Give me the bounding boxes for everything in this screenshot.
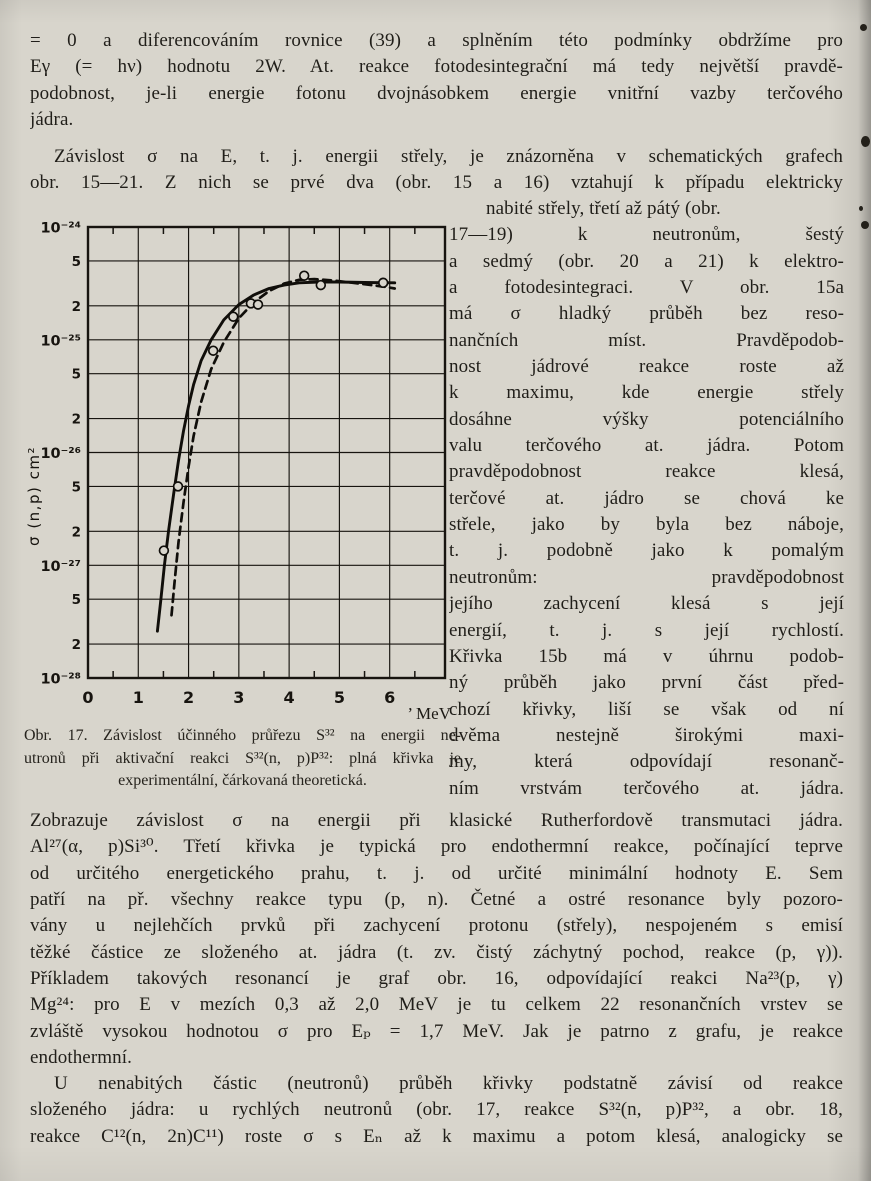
figure-caption <box>24 725 461 793</box>
y-tick-label: 10⁻²⁵ <box>40 333 81 350</box>
text-line: nost jádrové reakce roste až <box>449 356 844 378</box>
text-line: Příkladem takových resonancí je graf obr. 16, odpovídající reakci Na²³(p, γ) <box>30 968 843 990</box>
text-line: zvláště vysokou hodnotou σ pro Eₚ = 1,7 MeV. Jak je patrno z grafu, je reakce <box>30 1020 843 1042</box>
y-tick-label: 10⁻²⁶ <box>40 446 81 462</box>
text-line: dosáhne výšky potenciálního <box>449 408 844 430</box>
figure-obr-17 <box>25 218 465 723</box>
text-line: složeného jádra: u rychlých neutronů (obr. 17, reakce S³²(n, p)P³², a obr. 18, <box>30 1099 843 1121</box>
text-line: t. j. podobně jako k pomalým <box>449 540 844 562</box>
x-tick-label: 3 <box>233 688 245 707</box>
paragraph-neutrony <box>30 1071 843 1150</box>
text-line: jádra. <box>30 109 74 131</box>
text-line: U nenabitých částic (neutronů) průběh křivky podstatně závisí od reakce <box>54 1073 843 1094</box>
text-line: Eγ (= hν) hodnotu 2W. At. reakce fotodesintegrační má tedy největší pravdě- <box>30 56 843 78</box>
text-line: my, která odpovídají resonanč- <box>449 751 844 773</box>
experimental-curve <box>157 282 394 631</box>
x-tick-label: 5 <box>333 688 345 707</box>
text-line: chozí křivky, liší se však od ní <box>449 698 844 720</box>
text-line: pravděpodobnost reakce klesá, <box>449 461 844 483</box>
y-tick-label: 10⁻²⁷ <box>40 558 81 575</box>
data-point-marker <box>316 281 325 290</box>
y-tick-label: 10⁻²⁴ <box>40 220 81 237</box>
text-line: Obr. 17. Závislost účinného průřezu S³² na energii ne- <box>24 727 461 744</box>
text-line: dvěma nestejně širokými maxi- <box>449 724 844 746</box>
y-tick-label: 2 <box>71 637 81 654</box>
text-line: střele, jako by byla bez náboje, <box>449 514 844 536</box>
text-line: terčové at. jádro se chová ke <box>449 487 844 509</box>
text-line: a fotodesintegraci. V obr. 15a <box>449 277 844 299</box>
text-line: podobnost, je-li energie fotonu dvojnásobkem energie vnitřní vazby terčového <box>30 82 843 104</box>
data-point-marker <box>209 346 218 355</box>
text-line: Zobrazuje závislost σ na energii při klasické Rutherfordově transmutaci jádra. <box>30 810 843 831</box>
y-tick-label: 2 <box>71 298 81 315</box>
text-line: 17—19) k neutronům, šestý <box>449 224 844 246</box>
text-line: Křivka 15b má v úhrnu podob- <box>449 645 844 667</box>
paragraph-fotodesintegrace <box>30 28 843 133</box>
x-axis-unit-label: ’ MeV <box>407 704 451 723</box>
y-tick-label: 2 <box>71 524 81 541</box>
text-line: patří na př. všechny reakce typu (p, n). Četné a ostré resonance byly pozoro- <box>30 889 843 911</box>
text-line: má σ hladký průběh bez reso- <box>449 303 844 325</box>
scan-speck <box>861 221 869 229</box>
y-tick-label: 2 <box>71 411 81 428</box>
text-line: k maximu, kde energie střely <box>449 382 844 404</box>
text-line: nančních míst. Pravděpodob- <box>449 329 844 351</box>
text-line: valu terčového at. jádra. Potom <box>449 435 844 457</box>
text-line: těžké částice ze složeného at. jádra (t. zv. čistý záchytný pochod, reakce (p, γ)). <box>30 941 843 963</box>
text-line: jejího zachycení klesá s její <box>449 593 844 615</box>
text-line: a sedmý (obr. 20 a 21) k elektro- <box>449 250 844 272</box>
text-line: obr. 15—21. Z nich se prvé dva (obr. 15 a 16) vztahují k případu elektricky <box>30 172 843 194</box>
x-tick-label: 0 <box>82 688 94 707</box>
y-tick-label: 10⁻²⁸ <box>40 671 81 688</box>
scan-speck <box>859 206 863 211</box>
cross-section-chart <box>25 218 465 723</box>
text-line: endothermní. <box>30 1047 132 1069</box>
text-line: reakce C¹²(n, 2n)C¹¹) roste σ s Eₙ až k maximu a potom klesá, analogicky se <box>30 1125 843 1147</box>
scan-speck <box>861 136 870 147</box>
text-line: Mg²⁴: pro E v mezích 0,3 až 2,0 MeV je tu celkem 22 resonančních vrstev se <box>30 994 843 1016</box>
text-line: vány u nejlehčích prvků při zachycení protonu (střely), nespojeném s emisí <box>30 915 843 937</box>
data-point-marker <box>229 312 238 321</box>
y-tick-label: 5 <box>71 366 81 383</box>
y-tick-label: 5 <box>71 479 81 496</box>
x-tick-label: 4 <box>283 688 295 707</box>
text-line: energií, t. j. s její rychlostí. <box>449 619 844 641</box>
x-tick-label: 1 <box>132 688 144 707</box>
text-line: nabité střely, třetí až pátý (obr. <box>486 198 721 219</box>
data-point-marker <box>300 271 309 280</box>
text-line: Al²⁷(α, p)Si³⁰. Třetí křivka je typická pro endothermní reakce, počínající teprve <box>30 836 843 858</box>
text-line: od určitého energetického prahu, t. j. od určité minimální hodnoty E. Sem <box>30 862 843 884</box>
text-line: ný průběh jako první část před- <box>449 672 844 694</box>
scan-speck <box>860 24 867 31</box>
text-line: neutronům: pravděpodobnost <box>449 566 844 588</box>
right-column-text <box>449 196 844 802</box>
x-tick-label: 6 <box>384 688 396 707</box>
paragraph-rutherford <box>30 808 843 1071</box>
data-point-marker <box>174 482 183 491</box>
text-line: utronů při aktivační reakci S³²(n, p)P³²: plná křivka je <box>24 749 461 767</box>
y-tick-label: 5 <box>71 592 81 609</box>
data-point-marker <box>379 278 388 287</box>
y-tick-label: 5 <box>71 253 81 270</box>
data-point-marker <box>160 546 169 555</box>
data-point-marker <box>254 300 263 309</box>
text-line: experimentální, čárkovaná theoretická. <box>118 772 367 790</box>
paragraph-zavislost-intro <box>30 144 843 197</box>
x-tick-label: 2 <box>183 688 195 707</box>
text-line: ním vrstvám terčového at. jádra. <box>449 777 844 799</box>
y-axis-title: σ (n,p) cm² <box>25 446 43 546</box>
text-line: = 0 a diferencováním rovnice (39) a splněním této podmínky obdržíme pro <box>30 30 843 51</box>
text-line: Závislost σ na E, t. j. energii střely, je znázorněna v schematických grafech <box>54 146 843 167</box>
